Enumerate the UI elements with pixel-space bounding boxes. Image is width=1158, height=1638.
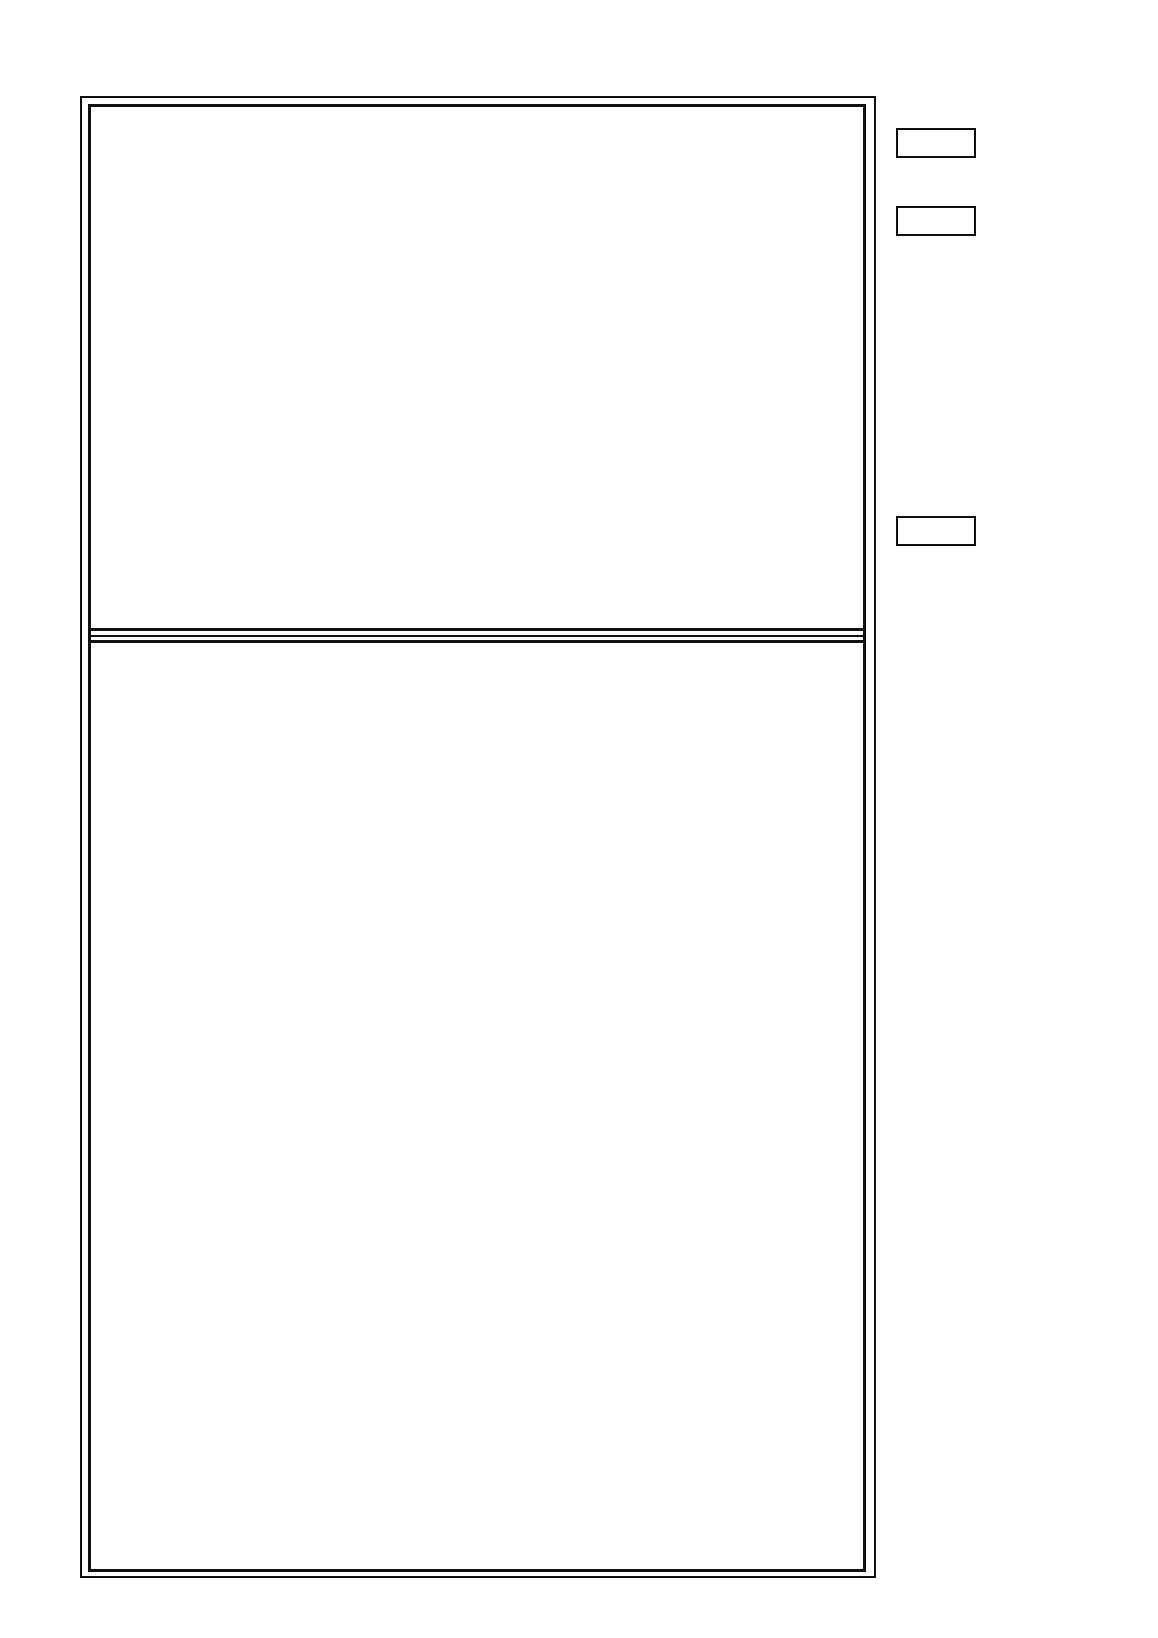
section-divider (88, 635, 866, 637)
hadith-number-266 (896, 206, 976, 236)
hadith-number-267 (896, 516, 976, 546)
section-divider (88, 640, 866, 643)
hadith-number-265 (896, 128, 976, 158)
page-frame-inner (88, 104, 866, 1572)
section-divider (88, 628, 866, 631)
